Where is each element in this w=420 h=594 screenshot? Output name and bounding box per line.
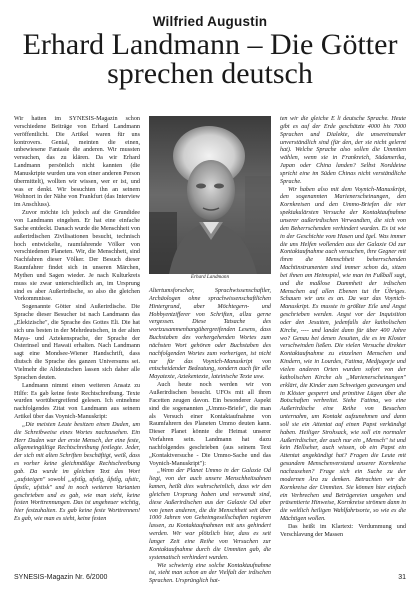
paragraph: Wir hatten im SYNESIS-Magazin schon verschiedene Beiträge von Erhard Landmann veröffentlicht. Die Artikel waren für uns kontrovers. Genial, meinten die einen, unbewiesene Fantasie die anderen. Wir mussten versuchen, das zu klären. Da wir Erhard Landmann persönlich nicht kannten (die Manuskripte wurden uns von einer anderen Person übermittelt), wollten wir wissen, wer er ist, und was er denkt. Wir besuchten ihn an seinem Wohnort in der Nähe von Frankfurt (das Interview im Anschluss). — [14, 116, 140, 209]
paragraph: Das heißt im Klartext: Verdummung und Verschlavung der Massen — [280, 523, 406, 538]
quote-paragraph: Altertumsforscher, Sprachwissenschaftler, Archäologen ohne sprachwissenschaftlichen Hintergrund, aber Möchtegern- und Hobbyentzifferer von Schriften, allzu gerne vergessen. Diese Tatsache des wortzusammenhangübergreifenden Lesens, dass Buchstaben des vorhergehenden Wortes zum nächsten Wort gehören oder Buchstaben des nachfolgenden Wortes zum vorherigen, ist nicht nur für das Voynich-Manuskript von entscheidender Bedeutung, sondern auch für alle Mayatexte, Aztekentexte, lateinische Texte usw. — [149, 288, 271, 381]
text-column-3 — [280, 116, 406, 568]
text-column-2 — [149, 288, 271, 585]
paragraph: Landmann nimmt einen weiteren Ansatz zu Hilfe: Es gab keine feste Rechtschreibung. Texte wurden wortübergreifend gelesen. Ich entnehme nachfolgendes Zitat von Landmann aus seinem Artikel über das Voynich-Manuskript: — [14, 382, 140, 421]
quote-paragraph: Wir haben also mit dem Voynich-Manuskript, den sogenannten Marienerscheinungen, den Kornkreisen und den Ummo-Briefen die vier spektakulärsten Versuche der Kontaktaufnahme unserer außerirdischen Verwandten, die sich von den Beherrschenden verhindert wurden. Es ist wie in der Geschichte vom Hasen und Igel. Was immer die uns Helfen wollenden aus der Galaxie Od zur Kontaktaufnahme auch versuchen, ihre Gegner mit ihren die Menschheit beherrschenden Machtinstrumenten sind immer schon da, sitzen bei ihnen am Heimspiel, wie man im Fußball sagt, und die maßlose Dummheit der irdischen Menschen auf allen Ebenen tut ihr Übriges. Schauen wir uns es an. Da war das Voynich-Manuskript. Es musste in größter Eile und Angst geschrieben werden. Angst vor der Inquisition oder den Jesuiten, jedenfalls der katholischen Kirche, ---- und landet dann für über 400 Jahre wo? Genau bei denen Jesuiten, die es im Kloster verschwinden ließen. Die vielen Versuche direkter Kontaktaufnahme zu einzelnen Menschen und Kindern, wie in Lourdes, Fatima, Medjugorje und vielen anderen Orten wurden sofort von der katholischen Kirche als „Marienerscheinungen" erklärt, die Kinder zum Schweigen gezwungen und in Klöster gesperrt und primitive Lügen über die Botschaften verbreitet. Siehe Fatima, wo eine Außerirdische eine Reihe von Besuchen unternahm, um Kontakt aufzunehmen und dann soll sie ein Attentat auf einen Papst verkündigt haben. Heiliger Strohsack, wie soll ein normaler Außerirdischer, der auch nur ein „Mensch" ist und kein Hellseher, auch wissen, ob ein Papst ein Attentat angekündigt hat? Fragen die Leute mit gesundem Menschenverstand unserer Kornkreise nachzusehen? Frage sich ein Suche zu der modernen Ära zu denken. Betrachten wir die Kornkreise der Ummiten. Sie können hier einfach ein Verbrechen und Betrügereien umgehen und präsentierte Hinweise, Kornkreise strömen dann in die weltlich heiligen Wahlfahrtsorte, so wie es die Mächtigen wollen. — [280, 186, 406, 523]
paragraph: Auch heute noch werden wir von Außerirdischen besucht. UFOs mit all ihren Facetten zeugen davon. Ein besonderer Aspekt sind die sogenannten „Ummo-Briefe", die man als Versuch einer Kontaktaufnahme von Raumfahrern des Planeten Ummo deuten kann. Dieser Planet könnte die Heimat unserer Vorfahren sein. Landmann hat dazu nachfolgendes geschrieben (aus seinem Text „Kontaktversuche - Die Ummo-Sache und das Voynich-Manuskript"): — [149, 382, 271, 467]
text-column-1 — [14, 116, 140, 568]
magazine-issue: SYNESIS-Magazin Nr. 6/2000 — [14, 574, 108, 581]
article-title — [0, 30, 420, 88]
photo-caption: Erhard Landmann — [190, 274, 230, 280]
page-number: 31 — [398, 574, 406, 581]
title-line-2: sprechen deutsch — [107, 57, 313, 90]
title-line-1: Erhard Landmann – Die Götter — [22, 28, 398, 61]
portrait-photo — [149, 116, 271, 274]
quote-paragraph: „Die meisten Leute besitzen einen Duden, um die Schreibweise eines Wortes nachzusehen. Ein Herr Duden war der erste Mensch, der eine feste, allgemeingültige Rechtschreibung festlegte. Jeder, der sich mit alten Schriften beschäftigt, weiß, dass es vorher keine gleichmäßige Rechtschreibung gab. Da wurde im gleichen Text das Wort „aufsteigen" sowohl „ufstîg, ufstîg, ûfstîg, ufstic, ûpstîc, ufstisk" und in noch weiteren Varianten geschrieben und es gab, wie man sieht, keine festen Worttrennungen. Das ist ungeheuer wichtig, hier festzuhalten. Es gab keine feste Worttrennen! Es gab, wie man es sieht, keine festen — [14, 421, 140, 523]
quote-paragraph: ten wir die gleiche E li deutsche Sprache. Heute gibt es auf der Erde geschätzte 4000 bis 7000 Sprachen und Dialekte, die unsereinander unverständlich sind (für den, der sie nicht gelernt hat). Welche Sprache also sollen die Ummiten wählen, wenn sie in Frankreich, Südamerika, Japan oder China landen? Selbst Norddeine spricht eine im Süden Chinas nicht verständliche Sprache. — [280, 116, 406, 185]
paragraph: Sogenannte Götter sind Außerirdische. Die Sprache dieser Besucher ist nach Landmann das „Elekizische", die Sprache des Gottes Eli. Die hat sich uns besten in der Mehrdeutschen, in der alten Maya- und Aztekensprache, der Sprache der Osterinsel und Hawaii erhalten. Nach Landmann sagt eine Mondsee-Wiener Handschrift, dass diutsch die Sprache des ganzen Universums sei. Vielmehr die Altdeutschen lassen sich daher alle Sprachen deuten. — [14, 304, 140, 381]
author-photo-block — [149, 116, 271, 282]
author-name: Wilfried Augustin — [152, 14, 268, 29]
page-footer — [14, 574, 406, 581]
quote-paragraph: Wie schwierig eine solche Kontaktaufnahme ist, sieht man schon an der Vielfalt der irdischen Sprachen. Ursprünglich hat- — [149, 562, 271, 585]
paragraph: Zuvor möchte ich jedoch auf die Grundidee von Landmann eingehen. Er hat eine einfache Sache entdeckt. Danach wurde die Menschheit von außerirdischen Zivilisationen besucht, technisch hoch entwickelte, raumfahrende Völker von verschiedenen Planeten. Wir, die Menschheit, sind Nachfahren dieser Völker. Der Besuch dieser Raumfahrer findet sich in unseren Märchen, Mythen und Sagen wieder. Je nach Kulturkreis muss sie zwar unterschiedlich an, im Ursprung sind es aber Außerirdische, so also die gleichen Vorkommnisse. — [14, 210, 140, 303]
quote-paragraph: „Wenn der Planet Ummo in der Galaxie Od liegt, von der auch unsere Menschheitsahnen kamen, heißt dies wahrscheinlich, dass wir den gleichen Ursprung haben und verwandt sind, diese Außerirdischen aus der Galaxie Od aber von jenen anderen, die die Menschheit seit über 1000 Jahren von Geheimgesellschaften regieren lassen, zu Kontaktaufnahmen mit uns gehindert werden. Wir war plötzlich hier, dass es seit langer Zeit eine Reihe von Versuchen zur Kontaktaufnahme durch die Ummiten gab, die systematisch verhindert wurden. — [149, 468, 271, 561]
